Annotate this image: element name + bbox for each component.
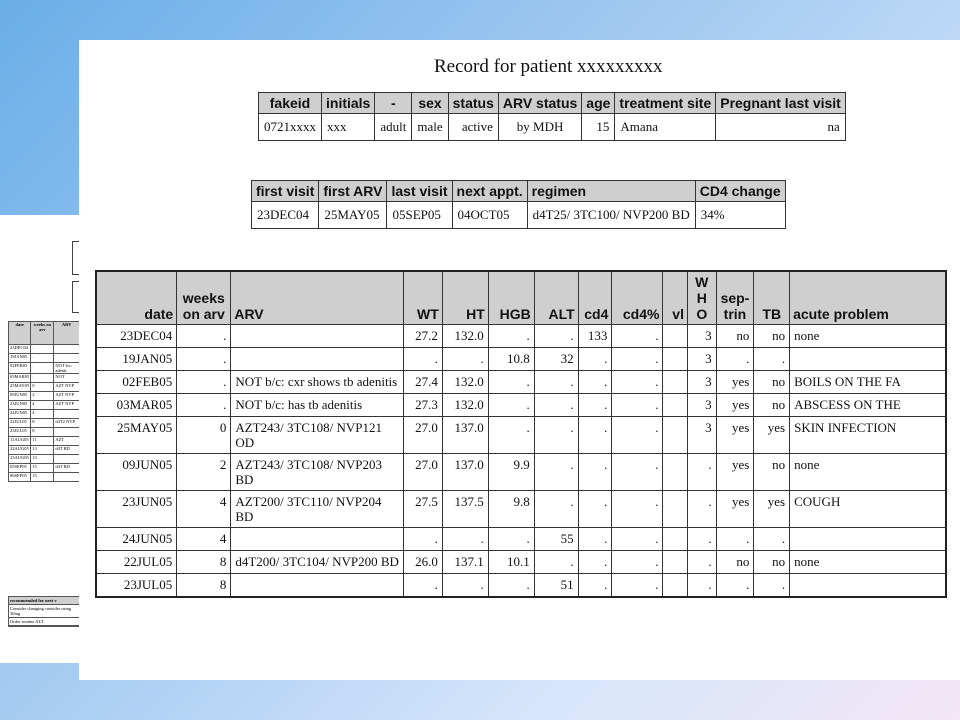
table-cell: . [612,491,663,528]
table-cell [663,551,688,574]
table-cell: . [442,574,488,598]
thumbnail-row [9,363,80,374]
column-header: sex [412,93,448,114]
table-cell: yes [716,454,754,491]
thumbnail-cell: 23AUG05 [9,455,31,464]
table-cell: 3 [687,394,716,417]
table-cell [663,325,688,348]
table-cell: . [578,394,612,417]
thumbnail-cell [54,455,80,464]
thumbnail-cell: 02FEB05 [9,363,31,374]
table-cell: . [578,454,612,491]
table-cell [231,325,404,348]
table-cell: . [177,394,231,417]
table-cell: 3 [687,348,716,371]
column-header: cd4 [578,271,612,325]
thumbnail-cell: 8 [31,419,54,428]
thumbnail-column-header: ARV [54,322,80,345]
table-cell: na [716,114,846,141]
thumbnail-cell: 8 [31,428,54,437]
table-cell: . [534,394,578,417]
table-cell: 26.0 [404,551,443,574]
table-cell: 137.0 [442,454,488,491]
column-header: Pregnant last visit [716,93,846,114]
table-cell [231,348,404,371]
thumbnail-cell: 13 [31,446,54,455]
thumbnail-cell: 11AUG05 [9,437,31,446]
table-cell: yes [716,371,754,394]
thumbnail-cell [54,354,80,363]
table-cell: no [754,551,790,574]
table-cell: NOT b/c: has tb adenitis [231,394,404,417]
thumbnail-cell: 22JUL05 [9,419,31,428]
table-cell: 25MAY05 [319,202,387,229]
table-cell: 15 [582,114,615,141]
table-cell: active [448,114,498,141]
table-cell: 09JUN05 [96,454,177,491]
table-cell: . [578,491,612,528]
table-cell: . [488,394,534,417]
table-cell: . [488,371,534,394]
column-header: regimen [527,181,695,202]
thumbnail-row [9,410,80,419]
table-cell: 0721xxxx [259,114,322,141]
thumbnail-cell: d4T BD [54,446,80,455]
table-cell: AZT243/ 3TC108/ NVP121 OD [231,417,404,454]
table-cell: 4 [177,528,231,551]
table-cell: yes [716,491,754,528]
column-header: age [582,93,615,114]
thumbnail-cell: NOT [54,374,80,383]
thumbnail-column-header: date [9,322,31,345]
thumbnail-cell: 4 [31,410,54,419]
table-cell: . [612,454,663,491]
column-header: status [448,93,498,114]
table-cell: 10.8 [488,348,534,371]
visit-summary-table [251,180,786,229]
table-cell: d4T200/ 3TC104/ NVP200 BD [231,551,404,574]
thumbnail-cell: 0 [31,383,54,392]
thumbnail-cell: AZT NVP [54,401,80,410]
table-cell: no [716,551,754,574]
table-cell: 8 [177,574,231,598]
table-cell: 02FEB05 [96,371,177,394]
table-cell: . [534,325,578,348]
table-cell: . [716,528,754,551]
visit-history-table [95,270,947,598]
column-header: first visit [252,181,319,202]
table-cell: . [442,348,488,371]
table-cell: . [687,551,716,574]
table-cell: 2 [177,454,231,491]
thumbnail-cell: 22AUG05 [9,446,31,455]
table-cell: 137.0 [442,417,488,454]
table-cell: . [488,417,534,454]
thumbnail-cell [54,473,80,482]
table-cell: no [754,454,790,491]
table-cell: . [612,551,663,574]
table-cell: 132.0 [442,325,488,348]
table-row [96,551,946,574]
table-cell: BOILS ON THE FA [790,371,946,394]
table-cell: NOT b/c: cxr shows tb adenitis [231,371,404,394]
thumbnail-row [9,345,80,354]
column-header: initials [322,93,375,114]
table-cell: yes [754,417,790,454]
table-row [96,348,946,371]
table-cell: . [488,574,534,598]
table-cell: 8 [177,551,231,574]
table-cell: . [754,528,790,551]
thumbnail-cell: . [31,363,54,374]
table-cell: AZT200/ 3TC110/ NVP204 BD [231,491,404,528]
table-cell: . [578,371,612,394]
table-cell: . [177,348,231,371]
thumbnail-cell: 23JUN05 [9,401,31,410]
table-cell: yes [716,417,754,454]
table-cell: 32 [534,348,578,371]
thumbnail-cell: 15 [31,464,54,473]
table-cell: . [687,491,716,528]
table-row [96,417,946,454]
thumbnail-cell: 19JAN05 [9,354,31,363]
table-cell: 4 [177,491,231,528]
table-cell: 9.8 [488,491,534,528]
table-cell: none [790,551,946,574]
table-cell: 27.3 [404,394,443,417]
table-cell: . [612,417,663,454]
table-cell: 51 [534,574,578,598]
thumbnail-cell: 23DEC04 [9,345,31,354]
column-header: next appt. [452,181,527,202]
thumbnail-history-table [8,321,80,482]
column-header: treatment site [615,93,716,114]
column-header: TB [754,271,790,325]
thumbnail-rec-line: Order routine ALT [9,618,80,626]
thumbnail-cell: 4 [31,401,54,410]
column-header: WT [404,271,443,325]
table-cell: 25MAY05 [96,417,177,454]
thumbnail-cell: 09JUN05 [9,392,31,401]
thumbnail-cell: 13 [31,455,54,464]
column-header: weeks on arv [177,271,231,325]
table-cell: 3 [687,325,716,348]
table-cell: 04OCT05 [452,202,527,229]
table-cell: COUGH [790,491,946,528]
table-cell [790,348,946,371]
table-cell: . [442,528,488,551]
thumbnail-cell: . [31,345,54,354]
thumbnail-row [9,354,80,363]
table-cell: no [754,325,790,348]
table-cell [663,394,688,417]
table-cell: 23DEC04 [252,202,319,229]
column-header: last visit [387,181,452,202]
table-row [96,574,946,598]
table-cell: . [534,454,578,491]
table-cell: . [716,574,754,598]
thumbnail-cell: AZT NVP [54,392,80,401]
thumbnail-cell [54,345,80,354]
thumbnail-cell: AZT NVP [54,383,80,392]
table-cell: SKIN INFECTION [790,417,946,454]
table-cell: adult [375,114,412,141]
table-cell: . [687,528,716,551]
thumbnail-row [9,428,80,437]
table-cell: no [716,325,754,348]
table-cell: . [754,574,790,598]
thumbnail-cell: 03MAR05 [9,374,31,383]
table-cell: none [790,454,946,491]
table-cell: . [177,371,231,394]
table-cell: 132.0 [442,371,488,394]
column-header: cd4% [612,271,663,325]
thumbnail-row [9,383,80,392]
table-cell: yes [716,394,754,417]
thumbnail-rec-line: Consider changing consider using 30mg [9,605,80,618]
table-cell: 19JAN05 [96,348,177,371]
column-header: ARV [231,271,404,325]
thumbnail-cell: 2 [31,392,54,401]
table-cell: . [578,551,612,574]
column-header: - [375,93,412,114]
thumbnail-cell: . [31,374,54,383]
table-cell: 137.5 [442,491,488,528]
table-cell [663,574,688,598]
thumbnail-column-header: weeks on arv [31,322,54,345]
table-cell: no [754,394,790,417]
table-cell [663,371,688,394]
table-cell: no [754,371,790,394]
column-header: sep-trin [716,271,754,325]
background-document-thumbnail [0,215,80,663]
table-cell: . [177,325,231,348]
table-cell: 34% [695,202,785,229]
table-cell: xxx [322,114,375,141]
thumbnail-row [9,437,80,446]
thumbnail-cell: . [31,354,54,363]
table-cell: . [534,371,578,394]
table-cell: 23JUL05 [96,574,177,598]
table-row [96,491,946,528]
table-cell [790,574,946,598]
table-cell: 9.9 [488,454,534,491]
thumbnail-recommendations [8,596,80,627]
table-cell [663,348,688,371]
table-cell: . [612,371,663,394]
table-cell: . [612,394,663,417]
thumbnail-cell: 25MAY05 [9,383,31,392]
column-header: vl [663,271,688,325]
thumbnail-cell: 23JUL05 [9,428,31,437]
table-cell: . [404,528,443,551]
table-row [96,528,946,551]
table-cell: . [612,574,663,598]
table-cell [231,574,404,598]
table-cell: 23JUN05 [96,491,177,528]
thumbnail-row [9,464,80,473]
column-header: ALT [534,271,578,325]
table-cell: 27.5 [404,491,443,528]
table-row [96,371,946,394]
table-cell: . [687,454,716,491]
table-cell: 22JUL05 [96,551,177,574]
thumbnail-rec-header: recommended for next v [9,597,80,605]
table-cell: . [488,528,534,551]
patient-info-table [258,92,846,141]
column-header: acute problem [790,271,946,325]
table-cell: . [716,348,754,371]
table-cell: . [754,348,790,371]
thumbnail-row [9,401,80,410]
table-cell: 3 [687,371,716,394]
table-row [96,394,946,417]
column-header: date [96,271,177,325]
column-header: ARV status [498,93,581,114]
thumbnail-row [9,419,80,428]
table-cell: 55 [534,528,578,551]
table-cell: . [404,574,443,598]
table-cell: 27.0 [404,417,443,454]
page-title: Record for patient xxxxxxxxx [434,56,663,77]
thumbnail-row [9,473,80,482]
column-header: W H O [687,271,716,325]
table-cell: . [578,528,612,551]
thumbnail-cell: 06SEP05 [9,473,31,482]
column-header: fakeid [259,93,322,114]
table-cell: 27.4 [404,371,443,394]
table-cell: male [412,114,448,141]
table-cell: ABSCESS ON THE [790,394,946,417]
table-cell: . [534,417,578,454]
table-cell: Amana [615,114,716,141]
table-cell [663,417,688,454]
table-cell: . [612,348,663,371]
table-cell: 10.1 [488,551,534,574]
table-row [96,454,946,491]
table-cell: yes [754,491,790,528]
table-cell: 27.0 [404,454,443,491]
table-row [96,325,946,348]
table-cell: . [534,491,578,528]
table-cell [231,528,404,551]
table-cell: . [687,574,716,598]
table-cell: 132.0 [442,394,488,417]
thumbnail-cell [54,428,80,437]
thumbnail-cell: 11 [31,437,54,446]
table-cell: 23DEC04 [96,325,177,348]
thumbnail-row [9,392,80,401]
table-cell: 27.2 [404,325,443,348]
column-header: CD4 change [695,181,785,202]
table-cell: . [534,551,578,574]
column-header: HGB [488,271,534,325]
thumbnail-cell: d4T BD [54,464,80,473]
patient-record-page [79,40,960,680]
thumbnail-cell: NOT b/c: adenit [54,363,80,374]
table-cell: d4T25/ 3TC100/ NVP200 BD [527,202,695,229]
table-cell [663,528,688,551]
table-cell: 03MAR05 [96,394,177,417]
thumbnail-cell: 15 [31,473,54,482]
table-cell: 0 [177,417,231,454]
table-cell: AZT243/ 3TC108/ NVP203 BD [231,454,404,491]
thumbnail-cell [54,410,80,419]
thumbnail-cell: AZT [54,437,80,446]
thumbnail-row [9,374,80,383]
table-cell: by MDH [498,114,581,141]
thumbnail-cell: d4T2 NVP [54,419,80,428]
thumbnail-cell: 24JUN05 [9,410,31,419]
table-cell: . [612,528,663,551]
column-header: HT [442,271,488,325]
thumbnail-cell: 05SEP05 [9,464,31,473]
thumbnail-row [9,455,80,464]
table-cell: . [578,574,612,598]
table-cell: . [612,325,663,348]
table-cell: . [488,325,534,348]
table-cell: . [404,348,443,371]
table-cell [663,491,688,528]
column-header: first ARV [319,181,387,202]
table-cell: 24JUN05 [96,528,177,551]
table-cell: 133 [578,325,612,348]
table-cell [663,454,688,491]
table-cell: 137.1 [442,551,488,574]
table-cell: none [790,325,946,348]
thumbnail-row [9,446,80,455]
table-cell: 3 [687,417,716,454]
table-cell: 05SEP05 [387,202,452,229]
table-cell: . [578,348,612,371]
table-cell: . [578,417,612,454]
table-cell [790,528,946,551]
